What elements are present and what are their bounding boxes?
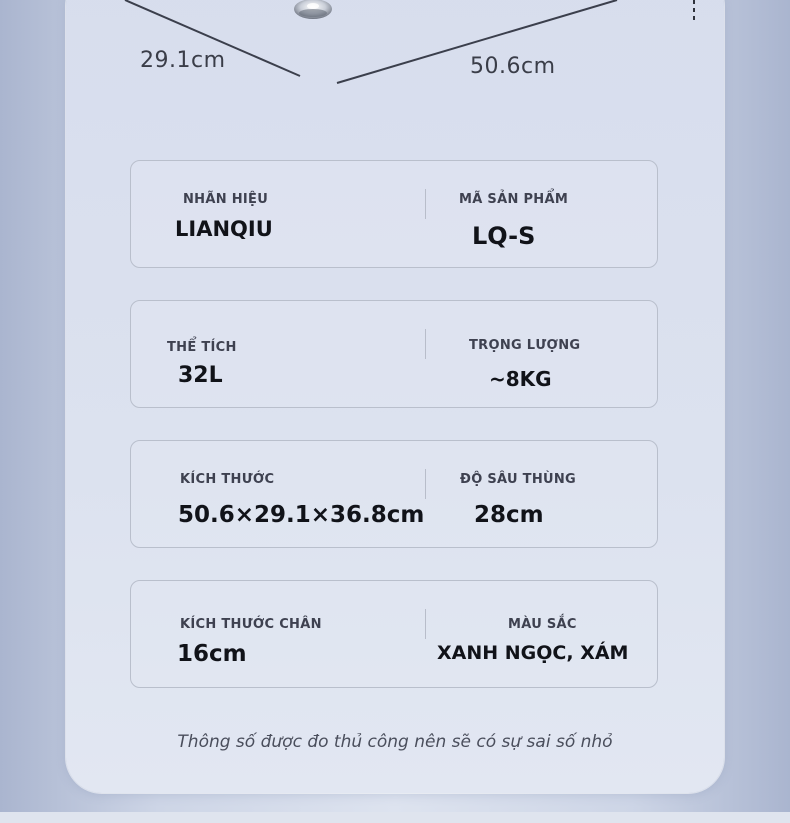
spec-card-leg xyxy=(130,580,658,688)
size-label: KÍCH THƯỚC xyxy=(180,472,275,487)
size-value: 50.6×29.1×36.8cm xyxy=(178,502,425,528)
card-divider xyxy=(425,469,426,499)
product-code-value: LQ-S xyxy=(472,222,536,250)
brand-value: LIANQIU xyxy=(175,217,273,241)
volume-value: 32L xyxy=(178,363,223,388)
bin-depth-value: 28cm xyxy=(474,502,544,528)
card-divider xyxy=(425,329,426,359)
weight-label: TRỌNG LƯỢNG xyxy=(469,338,581,353)
volume-label: THỂ TÍCH xyxy=(167,340,237,355)
spec-card-brand xyxy=(130,160,658,268)
leg-size-value: 16cm xyxy=(177,641,247,667)
leg-size-label: KÍCH THƯỚC CHÂN xyxy=(180,617,322,632)
dimension-lines xyxy=(0,0,790,120)
card-divider xyxy=(425,189,426,219)
weight-value: ~8KG xyxy=(489,367,552,391)
spec-card-size xyxy=(130,440,658,548)
width-dimension-label: 29.1cm xyxy=(140,48,226,73)
brand-label: NHÃN HIỆU xyxy=(183,192,269,207)
color-label: MÀU SẮC xyxy=(508,617,577,632)
card-divider xyxy=(425,609,426,639)
product-code-label: MÃ SẢN PHẨM xyxy=(459,192,569,207)
bottom-strip xyxy=(0,812,790,823)
bin-depth-label: ĐỘ SÂU THÙNG xyxy=(460,472,577,487)
caster-wheel-icon xyxy=(294,0,332,19)
length-dimension-label: 50.6cm xyxy=(470,54,556,79)
spec-card-volume xyxy=(130,300,658,408)
measurement-footnote: Thông số được đo thủ công nên sẽ có sự sai số nhỏ xyxy=(177,732,613,752)
color-value: XANH NGỌC, XÁM xyxy=(437,642,629,664)
